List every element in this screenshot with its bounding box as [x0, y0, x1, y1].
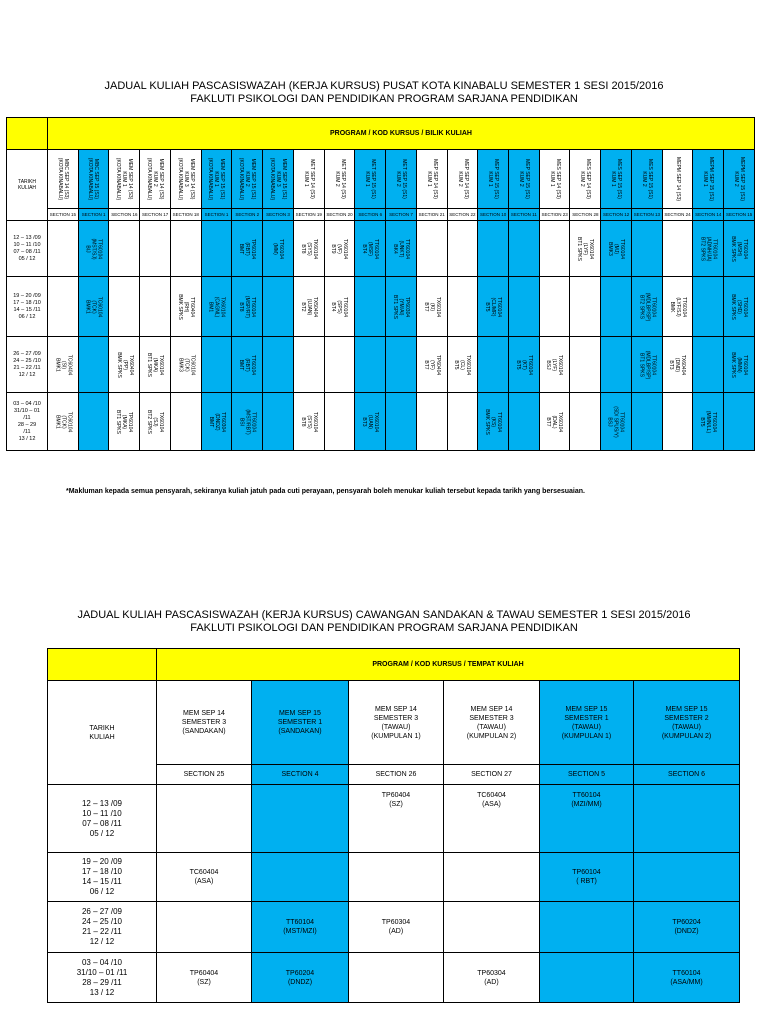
top-schedule-cell	[570, 221, 601, 277]
top-section-header: SECTION 19	[293, 209, 324, 221]
top-schedule-cell	[631, 337, 662, 393]
top-schedule-cell	[48, 221, 79, 277]
top-schedule-cell	[170, 393, 201, 451]
top-course-label: TP60304 (YM/AI) BT1 SPKS	[391, 294, 410, 319]
top-schedule-cell	[631, 393, 662, 451]
top-section-header: SECTION 12	[601, 209, 632, 221]
top-schedule-cell	[662, 221, 693, 277]
top-schedule-cell	[78, 393, 109, 451]
bottom-schedule-cell	[157, 902, 252, 953]
top-program-label: MEP SEP 14 (S3) KUM 2	[456, 159, 469, 199]
top-schedule-cell	[539, 221, 570, 277]
bottom-program-header: MEM SEP 15 SEMESTER 1 (SANDAKAN)	[252, 681, 349, 765]
top-program-header	[478, 150, 509, 209]
bottom-program-header: MEM SEP 15 SEMESTER 1 (TAWAU) (KUMPULAN 1)	[540, 681, 634, 765]
top-schedule-cell	[447, 277, 478, 337]
top-program-label: MET SEP 14 (S3) KUM 2	[333, 159, 346, 199]
bottom-section-header: SECTION 6	[634, 765, 740, 785]
top-program-label: MEM SEP 14 (S3) KUM 1 (KOTA KINABALU)	[115, 157, 134, 201]
top-schedule-cell	[631, 221, 662, 277]
top-schedule-cell	[509, 221, 540, 277]
top-schedule-cell	[109, 337, 140, 393]
top-schedule-cell	[232, 221, 263, 277]
top-schedule-cell	[416, 277, 447, 337]
top-schedule-cell	[263, 393, 294, 451]
top-banner-cell: PROGRAM / KOD KURSUS / BILIK KULIAH	[48, 118, 755, 150]
top-schedule-cell	[570, 337, 601, 393]
top-schedule-cell	[355, 277, 386, 337]
top-course-label: TX60104 (LYF) BT1 SPKS	[576, 236, 595, 261]
bottom-schedule-cell: TP60204 (DNDZ)	[252, 953, 349, 1003]
top-schedule-cell	[263, 337, 294, 393]
bottom-table-row	[48, 785, 740, 853]
top-section-header: SECTION 20	[324, 209, 355, 221]
bottom-section-header: SECTION 27	[444, 765, 540, 785]
top-schedule-cell	[724, 393, 755, 451]
top-program-label: MES SEP 15 (S1) KUM 1	[610, 159, 623, 199]
top-program-label: MES SEP 14 (S3) KUM 1	[548, 159, 561, 199]
top-program-header	[662, 150, 693, 209]
top-program-header	[140, 150, 171, 209]
top-course-label: TT60104 (MSH) BMK SPKS	[730, 235, 749, 262]
bottom-table-row	[48, 953, 740, 1003]
top-course-label: TX60104 (VF) BT9	[330, 238, 349, 259]
bottom-section-header: SECTION 26	[349, 765, 444, 785]
top-program-label: MEM SEP 15 (S1) KUM 2 (KOTA KINABALU)	[238, 157, 257, 201]
top-program-header	[201, 150, 232, 209]
top-schedule-cell	[48, 393, 79, 451]
top-program-label: MEPM SEP 15 (S1) KUM 2	[733, 156, 746, 202]
top-program-header	[263, 150, 294, 209]
top-schedule-cell	[293, 393, 324, 451]
top-course-label: TT60104 (LYF/SJ) BMK	[668, 296, 687, 317]
top-schedule-cell	[601, 277, 632, 337]
top-course-label: TX60104 (UAN) BT3	[361, 411, 380, 432]
top-schedule-cell	[539, 277, 570, 337]
top-schedule-cell	[355, 393, 386, 451]
bottom-table-row	[48, 902, 740, 953]
top-schedule-cell	[355, 221, 386, 277]
top-program-header	[109, 150, 140, 209]
top-schedule-cell	[201, 277, 232, 337]
top-course-label: TX60104 (SYS) BT8	[299, 411, 318, 432]
top-schedule-cell	[478, 393, 509, 451]
top-course-label: TP60104 (MKA) BT1 SPKS	[115, 409, 134, 434]
top-section-header: SECTION 24	[662, 209, 693, 221]
top-program-header	[293, 150, 324, 209]
bottom-program-header: MEM SEP 14 SEMESTER 3 (TAWAU) (KUMPULAN 2)	[444, 681, 540, 765]
top-program-label: MEPM SEP 14 (S3)	[674, 156, 681, 202]
top-schedule-cell	[170, 277, 201, 337]
top-schedule-cell	[140, 393, 171, 451]
top-section-header: SECTION 17	[140, 209, 171, 221]
top-schedule-cell	[631, 277, 662, 337]
top-section-header: SECTION 23	[539, 209, 570, 221]
top-course-label: TC60404 (SI) BMK1	[53, 354, 72, 375]
top-schedule-cell	[324, 337, 355, 393]
top-section-header: SECTION 1	[201, 209, 232, 221]
top-schedule-cell	[724, 277, 755, 337]
top-program-header	[631, 150, 662, 209]
top-date-cell: 26 – 27 /09 24 – 25 /10 21 – 22 /11 12 / 12	[7, 337, 48, 393]
top-schedule-cell	[140, 277, 171, 337]
top-course-label: TP60104 (RBT) BMT	[238, 238, 257, 259]
top-course-label: TP60404 (YF) BT7	[422, 354, 441, 375]
top-section-header: SECTION 16	[109, 209, 140, 221]
bottom-corner-cell	[48, 649, 157, 681]
top-schedule-table	[6, 117, 755, 451]
top-course-label: TT60104 (KS) BMK SPKS	[484, 408, 503, 435]
top-schedule-cell	[293, 277, 324, 337]
bottom-section-header: SECTION 5	[540, 765, 634, 785]
top-section-header: SECTION 11	[509, 209, 540, 221]
top-section-row	[7, 209, 755, 221]
top-course-label: TX60104 (MKA) BT1 SPKS	[146, 352, 165, 377]
top-program-header	[170, 150, 201, 209]
top-schedule-cell	[693, 337, 724, 393]
bottom-schedule-cell	[634, 785, 740, 853]
bottom-program-header: MEM SEP 15 SEMESTER 2 (TAWAU) (KUMPULAN 2)	[634, 681, 740, 765]
top-program-header	[570, 150, 601, 209]
top-section-header: SECTION 15	[48, 209, 79, 221]
bottom-date-cell: 03 – 04 /10 31/10 – 01 /11 28 – 29 /11 13 / 12	[48, 953, 157, 1003]
top-course-label: TK60104 (SYS) BT8	[299, 238, 318, 259]
top-course-label: TX60404 (DND) BT3	[668, 354, 687, 375]
top-section-header: SECTION 15	[724, 209, 755, 221]
top-section-header: SECTION 10	[478, 209, 509, 221]
top-schedule-cell	[509, 277, 540, 337]
top-course-label: TT60104 (MDLBP/SP) BT1 SPKS	[637, 350, 656, 379]
top-schedule-cell	[447, 221, 478, 277]
bottom-schedule-cell	[252, 785, 349, 853]
top-schedule-cell	[232, 337, 263, 393]
top-schedule-cell	[232, 277, 263, 337]
bottom-title-line-1: JADUAL KULIAH PASCASISWAZAH (KERJA KURSUS) CAWANGAN SANDAKAN & TAWAU SEMESTER 1 SESI 2015/2016	[77, 609, 691, 621]
top-program-header	[724, 150, 755, 209]
top-section-header: SECTION 1	[78, 209, 109, 221]
top-section-header: SECTION 2	[232, 209, 263, 221]
top-schedule-cell	[48, 337, 79, 393]
top-course-label: TC60104 (TCK) BMK3	[176, 354, 195, 375]
top-schedule-cell	[140, 337, 171, 393]
top-course-label: TT60104 (MDLBP/SP) BT2 SPKS	[637, 292, 656, 321]
top-course-label: TT60104 (RBT) BMT	[238, 354, 257, 375]
top-schedule-cell	[293, 221, 324, 277]
top-table-row	[7, 221, 755, 277]
top-schedule-cell	[693, 221, 724, 277]
top-table-row	[7, 393, 755, 451]
top-schedule-cell	[263, 277, 294, 337]
top-schedule-cell	[109, 221, 140, 277]
bottom-table-row	[48, 853, 740, 902]
top-course-label: TX60404 (PP) BMK SPKS	[115, 351, 134, 378]
top-date-cell: 12 – 13 /09 10 – 11 /10 07 – 08 /11 05 / 12	[7, 221, 48, 277]
top-course-label: TT60104 (CL/MR) BT5	[484, 296, 503, 317]
top-program-header	[355, 150, 386, 209]
top-course-label: TT60104 (SHD) BMK SPKS	[730, 293, 749, 320]
top-schedule-cell	[539, 393, 570, 451]
top-course-label: TT60104 (MMN/LL) BT5	[699, 410, 718, 433]
top-schedule-cell	[201, 337, 232, 393]
bottom-schedule-cell	[349, 853, 444, 902]
top-course-label: TT60104 (MM)	[272, 238, 285, 259]
top-schedule-cell	[478, 337, 509, 393]
bottom-schedule-cell: TP60404 (SZ)	[157, 953, 252, 1003]
top-title-line-2: FAKLUTI PSIKOLOGI DAN PENDIDIKAN PROGRAM SARJANA PENDIDIKAN	[190, 93, 578, 105]
top-schedule-cell	[78, 277, 109, 337]
top-program-header	[324, 150, 355, 209]
top-schedule-cell	[509, 393, 540, 451]
top-schedule-cell	[386, 221, 417, 277]
top-schedule-cell	[293, 337, 324, 393]
top-date-cell: 03 – 04 /10 31/10 – 01 /11 28 – 29 /11 13 / 12	[7, 393, 48, 451]
top-program-label: MES SEP 15 (S1) KUM 2	[640, 159, 653, 199]
top-program-label: MEM SEP 14 (S3) KUM 2 (KOTA KINABALU)	[146, 157, 165, 201]
bottom-schedule-cell	[444, 902, 540, 953]
top-schedule-cell	[693, 277, 724, 337]
top-schedule-cell	[78, 337, 109, 393]
top-schedule-cell	[140, 221, 171, 277]
top-schedule-cell	[447, 337, 478, 393]
bottom-date-cell: 26 – 27 /09 24 – 25 /10 21 – 22 /11 12 / 12	[48, 902, 157, 953]
top-course-label: TT60404 (RH) BMK SPKS	[176, 293, 195, 320]
top-section-header: SECTION 22	[447, 209, 478, 221]
bottom-schedule-cell: TC60404 (ASA)	[157, 853, 252, 902]
top-schedule-cell	[48, 277, 79, 337]
top-course-label: TT60104 (SPS) BT4	[330, 296, 349, 317]
top-schedule-cell	[693, 393, 724, 451]
top-schedule-cell	[416, 337, 447, 393]
top-schedule-cell	[109, 277, 140, 337]
top-program-label: MEM SEP 15 (S1) KUM 1 (KOTA KINABALU)	[207, 157, 226, 201]
top-schedule-cell	[416, 393, 447, 451]
bottom-program-header: MEM SEP 14 SEMESTER 3 (SANDAKAN)	[157, 681, 252, 765]
top-schedule-cell	[170, 337, 201, 393]
top-program-label: MBC SEP 15 (S1) (KOTA KINABALU)	[87, 157, 100, 201]
top-course-label: TX60104 (SJ) BT2 SPKS	[146, 409, 165, 434]
holiday-note: *Makluman kepada semua pensyarah, sekiranya kuliah jatuh pada cuti perayaan, pensyarah boleh menukar kuliah tersebut kepada tarikh yang bersesuaian.	[66, 488, 585, 495]
top-course-label: TX50404 (UJAN) BT2	[299, 296, 318, 317]
top-course-label: TC60104 (TCK) BMK1	[84, 296, 103, 317]
top-schedule-cell	[201, 221, 232, 277]
top-program-header	[447, 150, 478, 209]
top-program-label: MEP SEP 15 (S1) KUM 2	[517, 159, 530, 199]
top-table-row	[7, 337, 755, 393]
top-program-header	[78, 150, 109, 209]
top-course-label: TX60104 (KI) BT7	[422, 296, 441, 317]
top-schedule-cell	[324, 277, 355, 337]
bottom-schedule-cell: TP60404 (SZ)	[349, 785, 444, 853]
top-schedule-cell	[78, 221, 109, 277]
top-date-cell: 19 – 20 /09 17 – 18 /10 14 – 15 /11 06 / 12	[7, 277, 48, 337]
top-section-header: SECTION 13	[631, 209, 662, 221]
bottom-tarikh-label: TARIKH KULIAH	[48, 681, 157, 785]
top-program-header	[232, 150, 263, 209]
bottom-schedule-cell: TP60304 (AD)	[349, 902, 444, 953]
top-schedule-cell	[539, 337, 570, 393]
top-banner-row	[7, 118, 755, 150]
top-program-label: MEM SEP 14 (S3) KUM 3 (KOTA KINABALU)	[176, 157, 195, 201]
top-course-label: TT60104 (ADNH/JA) BT2 SPKS	[699, 236, 718, 261]
bottom-program-header: MEM SEP 14 SEMESTER 3 (TAWAU) (KUMPULAN 1)	[349, 681, 444, 765]
top-program-header	[48, 150, 79, 209]
top-schedule-cell	[662, 393, 693, 451]
top-program-label: MBC SEP 14 (S3) (KOTA KINABALU)	[56, 157, 69, 201]
top-course-label: TT60104 (SD/ SPUS/Y) BSJ	[607, 405, 626, 438]
top-section-header: SECTION 28	[570, 209, 601, 221]
top-course-label: TT60104 (MJ) BMK3	[607, 238, 626, 259]
top-section-header: SECTION 14	[693, 209, 724, 221]
bottom-date-cell: 12 – 13 /09 10 – 11 /10 07 – 08 /11 05 / 12	[48, 785, 157, 853]
bottom-schedule-cell: TT60104 (MST/MZI)	[252, 902, 349, 953]
top-section-header: SECTION 21	[416, 209, 447, 221]
top-schedule-cell	[601, 221, 632, 277]
bottom-schedule-cell: TT60104 (ASA/MM)	[634, 953, 740, 1003]
top-course-label: TX60104 (LYF) BSJ	[545, 354, 564, 375]
top-program-header	[539, 150, 570, 209]
top-schedule-cell	[324, 393, 355, 451]
bottom-schedule-cell	[444, 853, 540, 902]
bottom-schedule-cell	[540, 953, 634, 1003]
top-program-label: MET SEP 15 (S1) KUM 1	[364, 159, 377, 199]
top-course-label: TT60104 (MMN) BMK SPKS	[730, 351, 749, 378]
top-corner-cell	[7, 118, 48, 150]
bottom-schedule-cell: TP60104 ( RBT)	[540, 853, 634, 902]
top-program-header	[416, 150, 447, 209]
top-program-label: MEPM SEP 15 (S1) KUM 1	[702, 156, 715, 202]
top-program-label: MES SEP 14 (S3) KUM 2	[579, 159, 592, 199]
top-program-header	[509, 150, 540, 209]
top-schedule-cell	[662, 337, 693, 393]
bottom-schedule-cell: TP60204 (DNDZ)	[634, 902, 740, 953]
top-section-header: SECTION 3	[263, 209, 294, 221]
bottom-program-row	[48, 681, 740, 765]
top-schedule-cell	[386, 337, 417, 393]
bottom-schedule-cell	[252, 853, 349, 902]
top-course-label: TT60104 (MSF) BT4	[361, 238, 380, 259]
top-course-label: TX60104 (DAL) BT7	[545, 411, 564, 432]
top-schedule-cell	[416, 221, 447, 277]
top-schedule-cell	[355, 337, 386, 393]
top-schedule-cell	[170, 221, 201, 277]
top-program-label: MET SEP 14 (S3) KUM 1	[302, 159, 315, 199]
top-schedule-cell	[509, 337, 540, 393]
top-title-line-1: JADUAL KULIAH PASCASISWAZAH (KERJA KURSUS) PUSAT KOTA KINABALU SEMESTER 1 SESI 2015/2016	[104, 80, 664, 92]
top-section-header: SECTION 18	[170, 209, 201, 221]
top-course-label: TX60104 (CL) BT5	[453, 354, 472, 375]
top-schedule-cell	[109, 393, 140, 451]
top-schedule-cell	[447, 393, 478, 451]
bottom-schedule-table	[47, 648, 740, 1003]
top-section-header: SECTION 7	[386, 209, 417, 221]
top-schedule-cell	[263, 221, 294, 277]
top-program-label: MEM SEP 15 (S1) KUM 3 (KOTA KINABALU)	[269, 157, 288, 201]
top-program-header	[386, 150, 417, 209]
top-schedule-cell	[386, 393, 417, 451]
bottom-schedule-cell	[634, 853, 740, 902]
top-program-label: MEP SEP 15 (S1) KUM 1	[487, 159, 500, 199]
bottom-date-cell: 19 – 20 /09 17 – 18 /10 14 – 15 /11 06 / 12	[48, 853, 157, 902]
top-schedule-cell	[232, 393, 263, 451]
top-course-label: TT60304 (DNDZ) BMT	[207, 411, 226, 432]
top-schedule-cell	[570, 393, 601, 451]
top-program-label: MET SEP 15 (S1) KUM 2	[394, 159, 407, 199]
top-course-label: TT60104 (MST/RBT) BSI	[238, 408, 257, 435]
bottom-schedule-cell	[540, 902, 634, 953]
top-course-label: TX60104 (CAGNL) BM1	[207, 296, 226, 317]
bottom-schedule-cell: TP60304 (AD)	[444, 953, 540, 1003]
top-program-header	[601, 150, 632, 209]
bottom-title-line-2: FAKLUTI PSIKOLOGI DAN PENDIDIKAN PROGRAM SARJANA PENDIDIKAN	[190, 622, 578, 634]
bottom-section-header: SECTION 4	[252, 765, 349, 785]
bottom-schedule-cell: TT60104 (MZI/MM)	[540, 785, 634, 853]
top-schedule-cell	[724, 221, 755, 277]
top-schedule-cell	[324, 221, 355, 277]
top-program-header	[693, 150, 724, 209]
top-course-label: TT60104 (MSP/RT) BT8	[238, 295, 257, 318]
top-schedule-cell	[724, 337, 755, 393]
top-schedule-cell	[570, 277, 601, 337]
bottom-banner-cell: PROGRAM / KOD KURSUS / TEMPAT KULIAH	[157, 649, 740, 681]
top-course-label: TT60104 (UNKT) BK4	[391, 238, 410, 259]
top-section-header: SECTION 6	[355, 209, 386, 221]
top-course-label: TT60104 (KT) BT5	[514, 354, 533, 375]
bottom-schedule-cell	[157, 785, 252, 853]
top-schedule-cell	[601, 393, 632, 451]
top-course-label: TC60104 (TCK) BMK1	[53, 411, 72, 432]
bottom-schedule-cell	[349, 953, 444, 1003]
top-program-row	[7, 150, 755, 209]
top-schedule-cell	[386, 277, 417, 337]
top-schedule-cell	[478, 277, 509, 337]
top-schedule-cell	[201, 393, 232, 451]
top-program-label: MEP SEP 14 (S3) KUM 1	[425, 159, 438, 199]
top-schedule-cell	[662, 277, 693, 337]
top-schedule-cell	[478, 221, 509, 277]
top-table-row	[7, 277, 755, 337]
bottom-banner-row	[48, 649, 740, 681]
top-course-label: TT60104 (MST/SJ) BIJ	[84, 237, 103, 260]
bottom-section-header: SECTION 25	[157, 765, 252, 785]
top-tarikh-label: TARIKH KULIAH	[7, 150, 48, 221]
bottom-schedule-cell: TC60404 (ASA)	[444, 785, 540, 853]
top-schedule-cell	[601, 337, 632, 393]
